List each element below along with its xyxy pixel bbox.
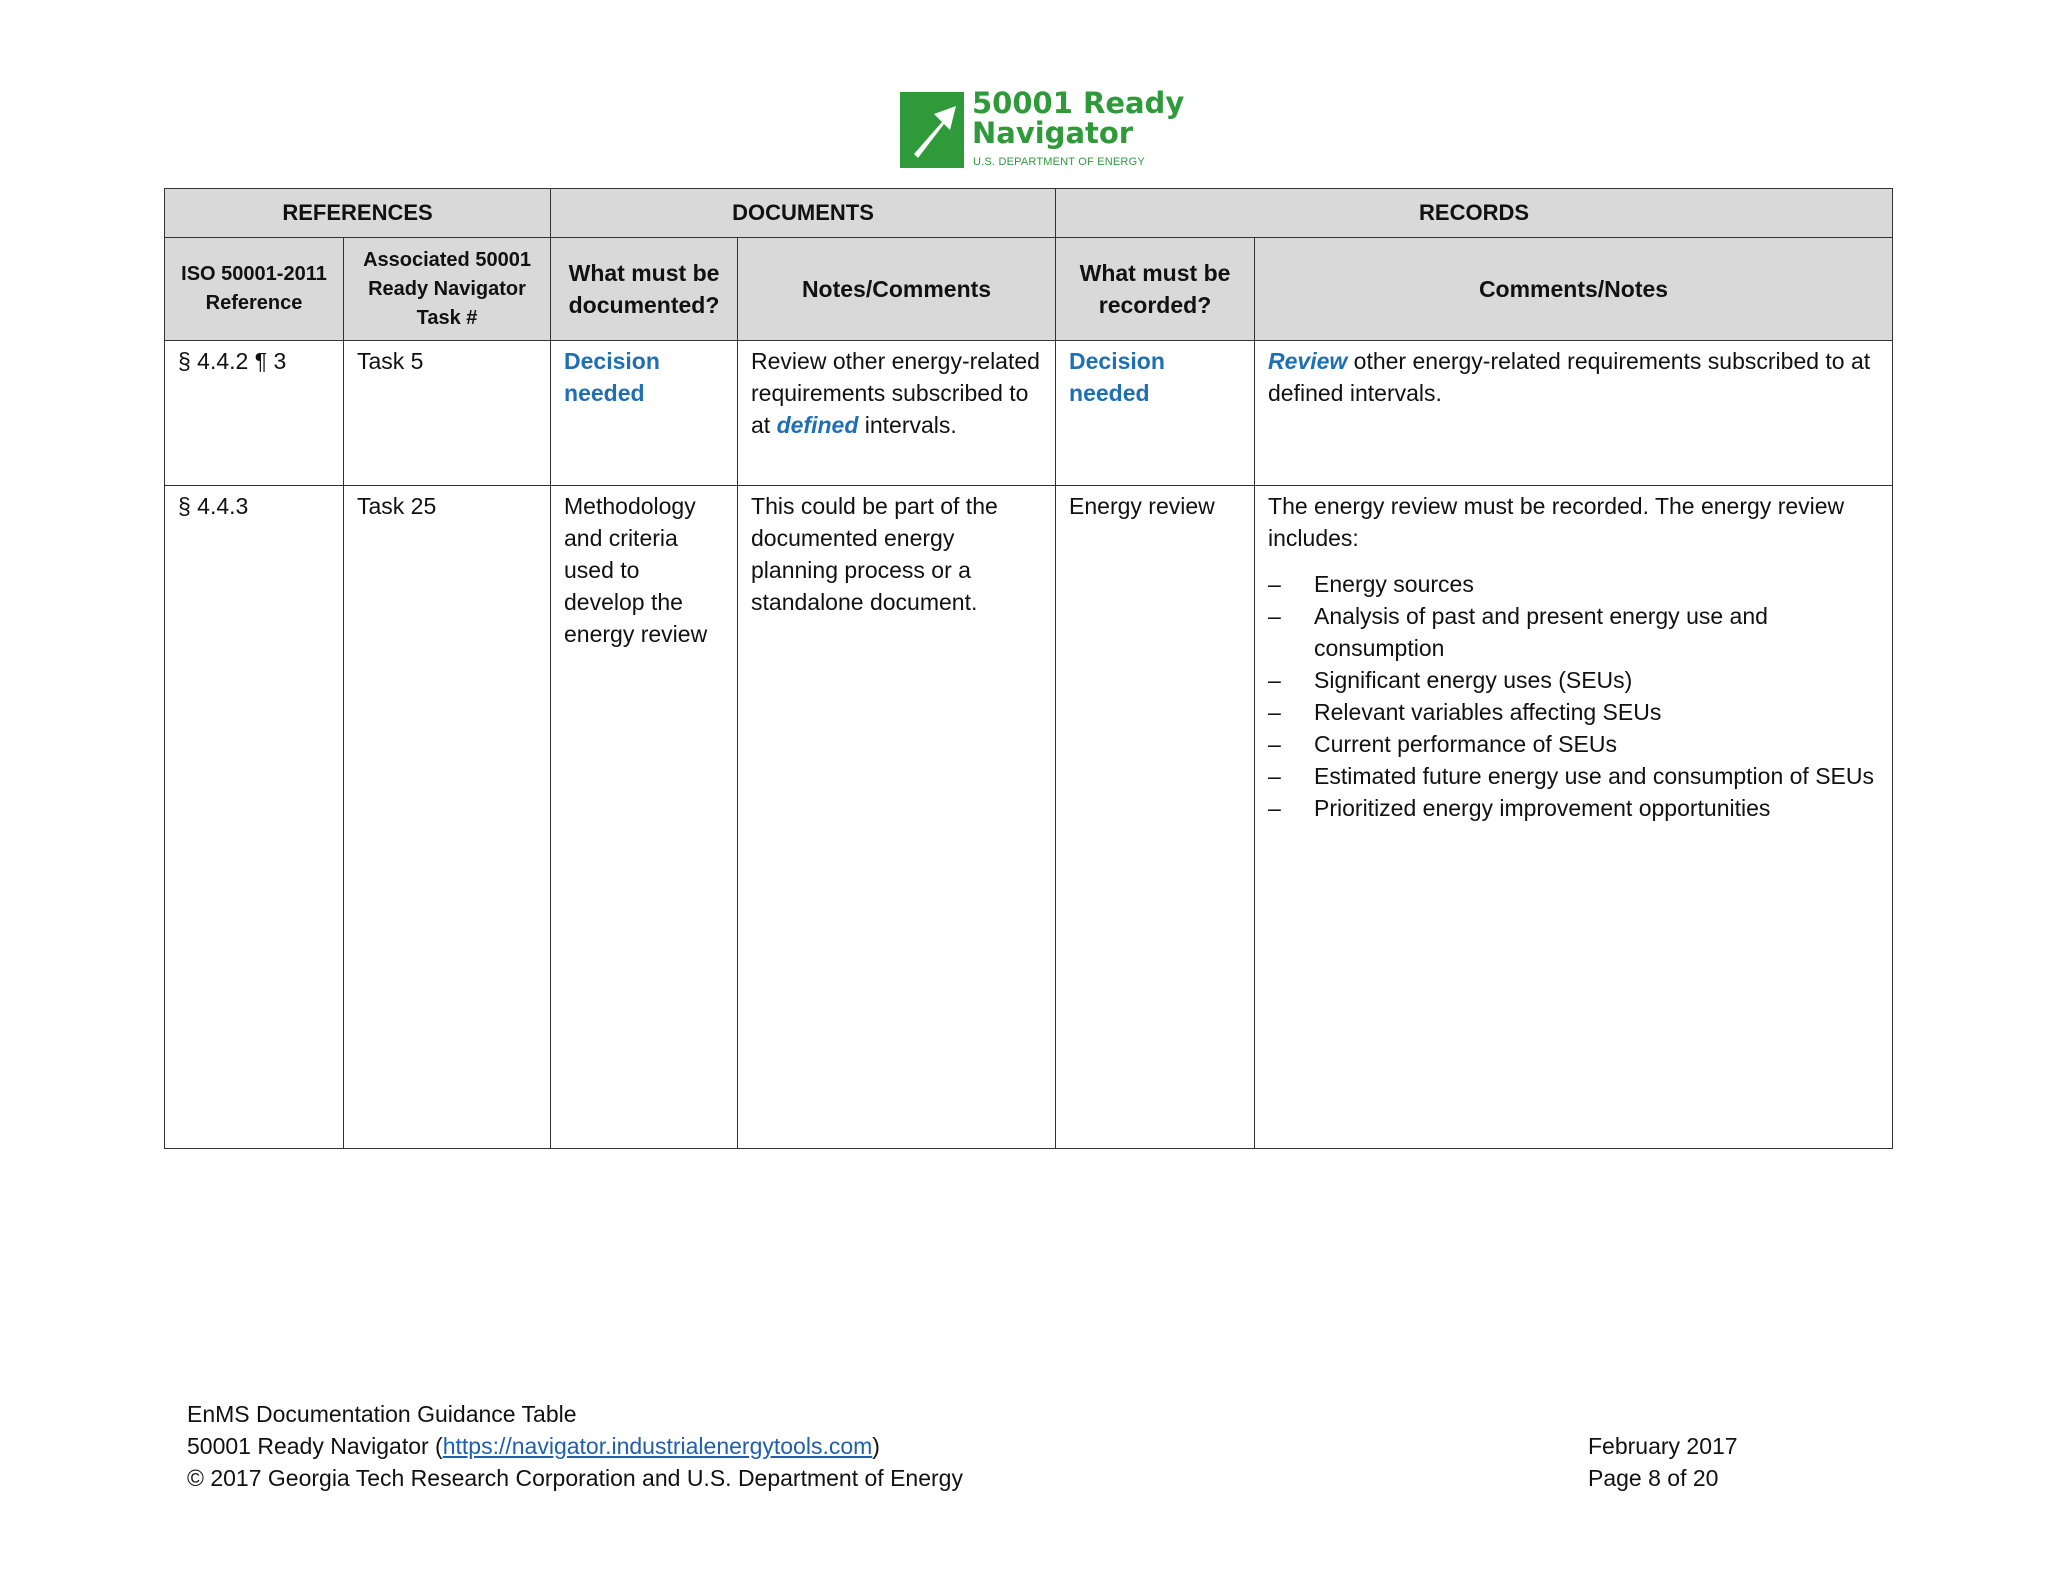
arrow-up-right-icon <box>900 92 964 168</box>
dash-bullet-icon: – <box>1268 763 1281 789</box>
navigator-link[interactable]: https://navigator.industrialenergytools.com <box>442 1433 873 1459</box>
navigator-logo <box>900 86 1200 172</box>
rec-notes-intro: The energy review must be recorded. The energy review includes: <box>1268 493 1845 551</box>
page-footer <box>187 1398 963 1494</box>
page-number: Page 8 of 20 <box>1588 1465 1719 1491</box>
cell-rec-notes <box>1255 486 1893 1149</box>
col-what-recorded: What must be recorded? <box>1056 238 1255 341</box>
list-item-text: Relevant variables affecting SEUs <box>1314 699 1662 725</box>
rec-notes-emphasis: Review <box>1268 348 1348 374</box>
section-references: REFERENCES <box>165 189 551 238</box>
list-item-text: Energy sources <box>1314 571 1474 597</box>
cell-rec-notes <box>1255 341 1893 486</box>
dash-bullet-icon: – <box>1268 795 1281 821</box>
list-item-text: Analysis of past and present energy use and consumption <box>1314 603 1768 661</box>
dash-bullet-icon: – <box>1268 699 1281 725</box>
col-iso-reference: ISO 50001-2011 Reference <box>165 238 344 341</box>
table-row <box>165 341 1893 486</box>
logo-title-line2: Navigator <box>972 116 1134 150</box>
cell-task: Task 25 <box>344 486 551 1149</box>
cell-rec-what <box>1056 341 1255 486</box>
footer-source <box>187 1430 963 1462</box>
dash-bullet-icon: – <box>1268 571 1281 597</box>
cell-doc-notes: This could be part of the documented energy planning process or a standalone document. <box>738 486 1056 1149</box>
doc-notes-text: Review other energy-related requirements subscribed to at <box>751 348 1040 438</box>
list-item-text: Estimated future energy use and consumption of SEUs <box>1314 763 1874 789</box>
table-row <box>165 486 1893 1149</box>
rec-notes-text: other energy-related requirements subscribed to at defined intervals. <box>1268 348 1871 406</box>
section-header-row <box>165 189 1893 238</box>
documentation-guidance-table <box>164 188 1893 1149</box>
list-item <box>1268 760 1879 792</box>
decision-needed-label: Decision needed <box>1069 348 1165 406</box>
col-rec-notes: Comments/Notes <box>1255 238 1893 341</box>
dash-bullet-icon: – <box>1268 603 1281 629</box>
cell-reference: § 4.4.3 <box>165 486 344 1149</box>
cell-doc-notes <box>738 341 1056 486</box>
dash-bullet-icon: – <box>1268 667 1281 693</box>
footer-source-suffix: ) <box>872 1433 880 1459</box>
footer-meta <box>1588 1430 1738 1494</box>
footer-doc-title: EnMS Documentation Guidance Table <box>187 1401 577 1427</box>
col-what-documented: What must be documented? <box>551 238 738 341</box>
dash-bullet-icon: – <box>1268 731 1281 757</box>
logo-title <box>972 88 1184 148</box>
section-documents: DOCUMENTS <box>551 189 1056 238</box>
list-item <box>1268 600 1879 664</box>
col-doc-notes: Notes/Comments <box>738 238 1056 341</box>
list-item <box>1268 568 1879 600</box>
col-navigator-task: Associated 50001 Ready Navigator Task # <box>344 238 551 341</box>
footer-source-prefix: 50001 Ready Navigator ( <box>187 1433 443 1459</box>
energy-review-items <box>1268 568 1879 824</box>
list-item <box>1268 664 1879 696</box>
cell-doc-what <box>551 341 738 486</box>
list-item-text: Prioritized energy improvement opportunities <box>1314 795 1771 821</box>
logo-title-line1: 50001 Ready <box>972 86 1185 120</box>
decision-needed-label: Decision needed <box>564 348 660 406</box>
list-item <box>1268 728 1879 760</box>
list-item <box>1268 792 1879 824</box>
cell-reference: § 4.4.2 ¶ 3 <box>165 341 344 486</box>
list-item-text: Significant energy uses (SEUs) <box>1314 667 1633 693</box>
footer-copyright: © 2017 Georgia Tech Research Corporation and U.S. Department of Energy <box>187 1465 963 1491</box>
doc-notes-text-end: intervals. <box>858 412 957 438</box>
list-item <box>1268 696 1879 728</box>
cell-doc-what: Methodology and criteria used to develop the energy review <box>551 486 738 1149</box>
logo-subtitle: U.S. DEPARTMENT OF ENERGY <box>973 156 1145 168</box>
doc-notes-emphasis: defined <box>776 412 859 438</box>
section-records: RECORDS <box>1056 189 1893 238</box>
footer-date: February 2017 <box>1588 1433 1738 1459</box>
cell-task: Task 5 <box>344 341 551 486</box>
cell-rec-what: Energy review <box>1056 486 1255 1149</box>
column-header-row <box>165 238 1893 341</box>
list-item-text: Current performance of SEUs <box>1314 731 1617 757</box>
